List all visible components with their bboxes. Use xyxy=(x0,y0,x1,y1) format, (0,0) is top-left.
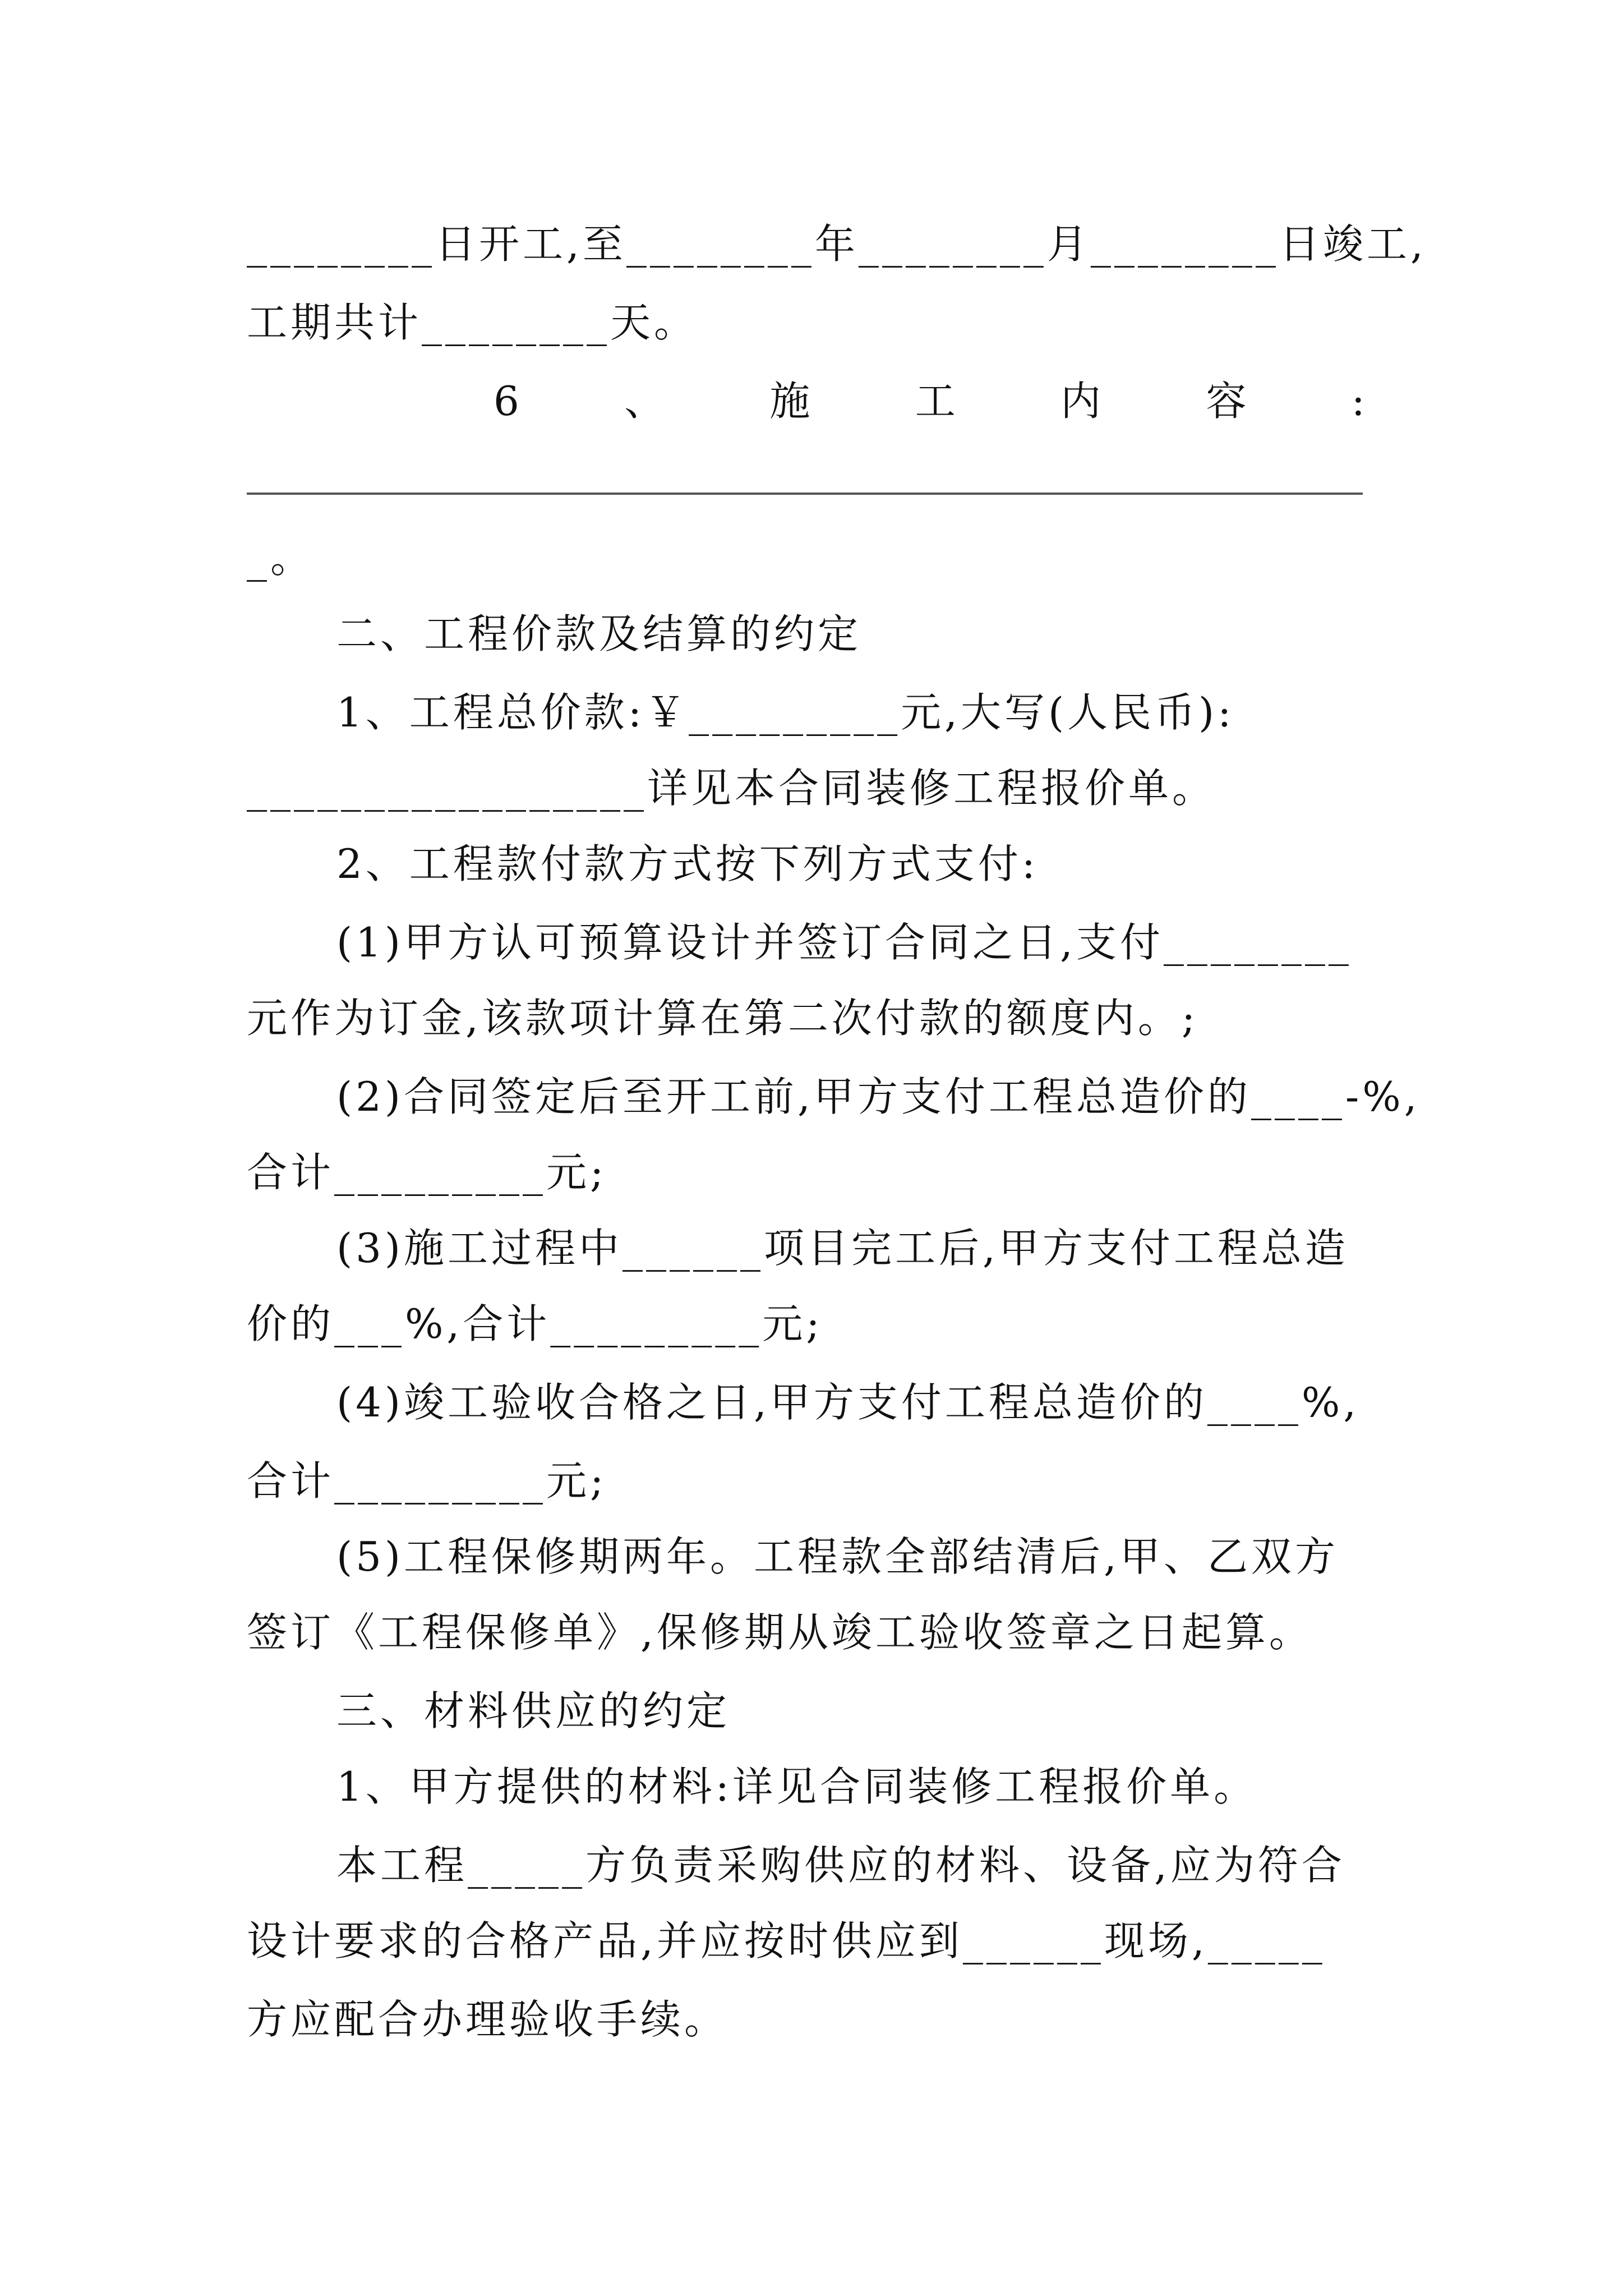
text-line-14: (4)竣工验收合格之日,甲方支付工程总造价的____%, xyxy=(336,1379,1360,1426)
text-line-9: 元作为订金,该款项计算在第二次付款的额度内。; xyxy=(247,995,1199,1042)
text-line-3: _。 xyxy=(247,535,315,582)
heading-char: 、 xyxy=(624,378,668,425)
section-3-heading: 三、材料供应的约定 xyxy=(336,1687,731,1734)
heading-char: 工 xyxy=(915,378,959,425)
heading-char: : xyxy=(1351,378,1368,425)
text-line-20: 本工程_____方负责采购供应的材料、设备,应为符合 xyxy=(336,1842,1345,1889)
text-line-13: 价的___%,合计_________元; xyxy=(247,1300,823,1347)
heading-char: 施 xyxy=(769,378,814,425)
section-2-heading: 二、工程价款及结算的约定 xyxy=(336,610,862,657)
text-line-5: 1、工程总价款:￥_________元,大写(人民币): xyxy=(336,689,1235,736)
text-line-21: 设计要求的合格产品,并应按时供应到______现场,_____ xyxy=(247,1917,1326,1964)
text-line-17: 签订《工程保修单》,保修期从竣工验收签章之日起算。 xyxy=(247,1609,1313,1656)
text-line-6: _________________详见本合同装修工程报价单。 xyxy=(247,765,1216,812)
text-line-1: ________日开工,至________年________月________日竣工, xyxy=(247,220,1427,268)
heading-char: 6 xyxy=(494,378,523,425)
blank-fill-line xyxy=(247,493,1363,495)
text-line-19: 1、甲方提供的材料:详见合同装修工程报价单。 xyxy=(336,1763,1258,1810)
text-line-16: (5)工程保修期两年。工程款全部结清后,甲、乙双方 xyxy=(336,1533,1339,1580)
text-line-7: 2、工程款付款方式按下列方式支付: xyxy=(336,840,1039,887)
construction-content-heading xyxy=(494,373,1368,429)
text-line-22: 方应配合办理验收手续。 xyxy=(247,1996,728,2043)
text-line-2: 工期共计________天。 xyxy=(247,299,698,346)
heading-char: 内 xyxy=(1061,378,1105,425)
heading-char: 容 xyxy=(1206,378,1250,425)
text-line-8: (1)甲方认可预算设计并签订合同之日,支付________ xyxy=(336,919,1352,966)
text-line-15: 合计_________元; xyxy=(247,1457,607,1504)
text-line-10: (2)合同签定后至开工前,甲方支付工程总造价的____-%, xyxy=(336,1073,1421,1120)
text-line-12: (3)施工过程中______项目完工后,甲方支付工程总造 xyxy=(336,1225,1349,1272)
text-line-11: 合计_________元; xyxy=(247,1149,607,1196)
